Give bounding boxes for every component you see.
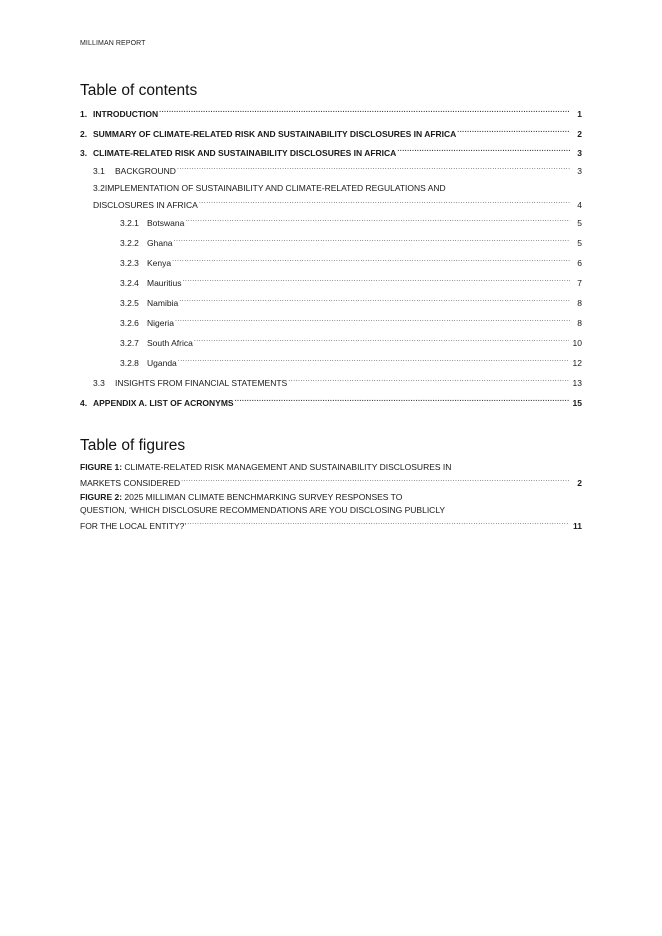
toc-entry-page: 13 xyxy=(572,378,582,388)
toc-entry-label: Nigeria xyxy=(147,318,174,328)
dot-leader xyxy=(397,145,570,156)
toc-entry-label: BACKGROUND xyxy=(115,166,176,176)
toc-entry-namibia[interactable] xyxy=(120,295,582,309)
toc-entry-page: 5 xyxy=(577,238,582,248)
toc-entry-number: 3.2.2 xyxy=(120,238,139,248)
dot-leader xyxy=(288,375,568,386)
toc-entry-page: 10 xyxy=(572,338,582,348)
toc-entry-page: 2 xyxy=(577,129,582,139)
toc-entry-number: 3. xyxy=(80,148,88,158)
toc-entry-page: 7 xyxy=(577,278,582,288)
toc-entry-number: 3.2.6 xyxy=(120,318,139,328)
toc-entry-number: 3.2 xyxy=(93,183,105,193)
dot-leader xyxy=(177,163,570,174)
toc-entry-label: INTRODUCTION xyxy=(93,109,159,119)
figure-1-entry-line1[interactable] xyxy=(80,462,451,473)
toc-entry-implementation-line1[interactable] xyxy=(93,183,446,194)
figure-1-entry-line2[interactable] xyxy=(80,475,582,489)
toc-entry-south-africa[interactable] xyxy=(120,335,582,349)
dot-leader xyxy=(172,255,570,266)
dot-leader xyxy=(194,335,569,346)
figure-prefix: FIGURE 1: xyxy=(80,462,123,472)
toc-entry-ghana[interactable] xyxy=(120,235,582,249)
toc-entry-number: 3.1 xyxy=(93,166,105,176)
toc-entry-page: 8 xyxy=(577,298,582,308)
toc-entry-page: 4 xyxy=(577,200,582,210)
toc-entry-nigeria[interactable] xyxy=(120,315,582,329)
toc-entry-label: Uganda xyxy=(147,358,177,368)
figure-caption: QUESTION, ‘WHICH DISCLOSURE RECOMMENDATIONS ARE YOU DISCLOSING PUBLICLY xyxy=(80,505,446,515)
toc-entry-label: APPENDIX A. LIST OF ACRONYMS xyxy=(93,398,234,408)
figure-caption: 2025 MILLIMAN CLIMATE BENCHMARKING SURVEY RESPONSES TO xyxy=(124,492,403,502)
dot-leader xyxy=(187,518,569,529)
toc-entry-label: CLIMATE-RELATED RISK AND SUSTAINABILITY DISCLOSURES IN AFRICA xyxy=(93,148,397,158)
dot-leader xyxy=(159,106,570,117)
toc-entry-label: Namibia xyxy=(147,298,179,308)
dot-leader xyxy=(457,126,570,137)
dot-leader xyxy=(181,475,570,486)
figure-caption: CLIMATE-RELATED RISK MANAGEMENT AND SUSTAINABILITY DISCLOSURES IN xyxy=(124,462,452,472)
dot-leader xyxy=(174,235,570,246)
toc-entry-kenya[interactable] xyxy=(120,255,582,269)
toc-entry-label: Botswana xyxy=(147,218,185,228)
toc-title: Table of contents xyxy=(80,82,198,99)
dot-leader xyxy=(199,197,570,208)
toc-entry-label: Kenya xyxy=(147,258,172,268)
toc-entry-implementation-line2[interactable] xyxy=(93,197,582,211)
toc-entry-mauritius[interactable] xyxy=(120,275,582,289)
toc-entry-page: 12 xyxy=(572,358,582,368)
toc-entry-insights[interactable] xyxy=(93,375,582,389)
toc-entry-label: South Africa xyxy=(147,338,193,348)
toc-entry-number: 3.2.1 xyxy=(120,218,139,228)
figure-2-entry-line1[interactable] xyxy=(80,492,402,503)
figure-page: 11 xyxy=(573,521,582,531)
dot-leader xyxy=(185,215,570,226)
toc-entry-introduction[interactable] xyxy=(80,106,582,120)
toc-entry-number: 2. xyxy=(80,129,88,139)
dot-leader xyxy=(182,275,570,286)
toc-entry-number: 1. xyxy=(80,109,88,119)
toc-entry-label: SUMMARY OF CLIMATE-RELATED RISK AND SUSTAINABILITY DISCLOSURES IN AFRICA xyxy=(93,129,457,139)
toc-entry-page: 5 xyxy=(577,218,582,228)
toc-entry-label: Ghana xyxy=(147,238,173,248)
figure-2-entry-line3[interactable] xyxy=(80,518,582,532)
figure-2-entry-line2[interactable] xyxy=(80,505,445,516)
toc-entry-climate-risk-africa[interactable] xyxy=(80,145,582,159)
toc-entry-botswana[interactable] xyxy=(120,215,582,229)
toc-entry-label: DISCLOSURES IN AFRICA xyxy=(93,200,198,210)
figure-caption: MARKETS CONSIDERED xyxy=(80,478,181,488)
toc-entry-page: 3 xyxy=(577,166,582,176)
dot-leader xyxy=(178,355,569,366)
toc-entry-number: 3.2.7 xyxy=(120,338,139,348)
toc-entry-number: 3.2.8 xyxy=(120,358,139,368)
toc-entry-page: 15 xyxy=(572,398,582,408)
dot-leader xyxy=(179,295,570,306)
toc-entry-page: 3 xyxy=(577,148,582,158)
toc-entry-number: 3.2.4 xyxy=(120,278,139,288)
toc-entry-uganda[interactable] xyxy=(120,355,582,369)
figure-caption: FOR THE LOCAL ENTITY?’ xyxy=(80,521,187,531)
toc-entry-number: 4. xyxy=(80,398,88,408)
toc-entry-page: 8 xyxy=(577,318,582,328)
toc-entry-label: IMPLEMENTATION OF SUSTAINABILITY AND CLIMATE-RELATED REGULATIONS AND xyxy=(104,183,446,193)
toc-entry-page: 1 xyxy=(577,109,582,119)
tof-title: Table of figures xyxy=(80,437,186,454)
toc-entry-number: 3.3 xyxy=(93,378,105,388)
dot-leader xyxy=(235,395,569,406)
toc-entry-number: 3.2.3 xyxy=(120,258,139,268)
report-header: MILLIMAN REPORT xyxy=(80,40,146,47)
dot-leader xyxy=(175,315,570,326)
toc-entry-page: 6 xyxy=(577,258,582,268)
toc-entry-summary[interactable] xyxy=(80,126,582,140)
toc-entry-background[interactable] xyxy=(93,163,582,177)
figure-page: 2 xyxy=(577,478,582,488)
figure-prefix: FIGURE 2: xyxy=(80,492,123,502)
toc-entry-appendix[interactable] xyxy=(80,395,582,409)
toc-entry-label: Mauritius xyxy=(147,278,182,288)
toc-entry-label: INSIGHTS FROM FINANCIAL STATEMENTS xyxy=(115,378,288,388)
toc-entry-number: 3.2.5 xyxy=(120,298,139,308)
